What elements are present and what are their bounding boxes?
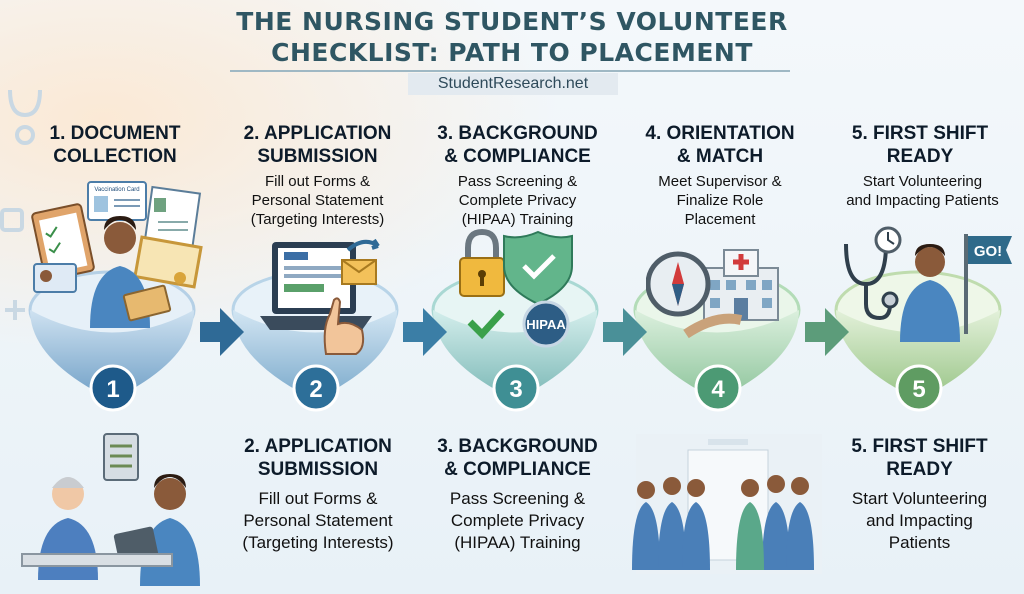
lower-step-5-desc-line-3: Patients	[888, 533, 951, 552]
go-flag-label: GO!	[973, 243, 1003, 260]
step-5-heading-line-1: 5. FIRST SHIFT	[851, 123, 989, 144]
step-4-desc-line-1: Meet Supervisor &	[658, 173, 782, 190]
lock-icon	[460, 232, 504, 296]
step-number-5: 5	[912, 376, 926, 403]
clipboard-icon	[104, 434, 138, 480]
step-5-desc-line-1: Start Volunteering	[862, 173, 983, 190]
document-collection-illustration	[30, 178, 205, 343]
step-3-description	[425, 172, 610, 229]
step-5-description	[825, 172, 1020, 210]
step-number-badges	[91, 366, 941, 410]
title-divider	[230, 70, 790, 72]
step-4-description	[625, 172, 815, 229]
lower-step-2-description	[218, 488, 418, 554]
lower-step-3-desc-line-2: Complete Privacy	[450, 511, 585, 530]
step-number-1: 1	[106, 376, 120, 403]
step-5-desc-line-2: and Impacting Patients	[846, 192, 999, 209]
step-2-description	[225, 172, 410, 229]
lower-step-3-heading-line-2: & COMPLIANCE	[444, 459, 591, 480]
lower-step-2-desc-line-2: Personal Statement	[243, 511, 393, 530]
lower-step-3-desc-line-3: (HIPAA) Training	[454, 533, 581, 552]
step-3-heading-line-2: & COMPLIANCE	[444, 146, 591, 167]
id-card-icon	[34, 264, 76, 292]
step-5-heading	[820, 122, 1020, 168]
site-badge: StudentResearch.net	[408, 73, 618, 95]
compliance-illustration	[456, 228, 586, 348]
step-1-heading-line-2: COLLECTION	[53, 146, 177, 167]
stethoscope-icon	[846, 244, 897, 318]
shield-check-icon	[504, 232, 572, 304]
step-4-heading-line-1: 4. ORIENTATION	[645, 123, 795, 144]
lower-step-5-heading-line-2: READY	[886, 459, 953, 480]
step-1-heading-line-1: 1. DOCUMENT	[49, 123, 181, 144]
step-3-desc-line-2: Complete Privacy	[458, 192, 577, 209]
step-4-heading	[620, 122, 820, 168]
lower-step-5-desc-line-2: and Impacting	[866, 511, 973, 530]
title-line-1: THE NURSING STUDENT’S VOLUNTEER	[236, 7, 788, 36]
hospital-building-icon	[704, 250, 778, 320]
lower-step-3-description	[420, 488, 615, 554]
step-2-desc-line-3: (Targeting Interests)	[250, 211, 385, 228]
lower-step-3-desc-line-1: Pass Screening &	[449, 489, 586, 508]
step-3-desc-line-1: Pass Screening &	[457, 173, 578, 190]
student-nurse-avatar	[113, 474, 200, 586]
lower-step-5-desc-line-1: Start Volunteering	[851, 489, 988, 508]
nurses-desk-illustration	[18, 430, 218, 592]
step-3-heading	[420, 122, 615, 168]
vaccination-card-icon	[88, 182, 146, 220]
nurse-avatar	[900, 244, 960, 342]
lower-step-5-description	[822, 488, 1017, 554]
step-4-desc-line-3: Placement	[684, 211, 756, 228]
lower-step-3-heading-line-1: 3. BACKGROUND	[437, 436, 598, 457]
first-shift-illustration	[838, 224, 1018, 344]
hallway-team-illustration	[628, 430, 828, 580]
step-2-heading-line-1: 2. APPLICATION	[243, 123, 392, 144]
lower-step-3-heading	[420, 435, 615, 481]
hipaa-label: HIPAA	[526, 317, 566, 332]
step-number-3: 3	[509, 376, 523, 403]
step-4-desc-line-2: Finalize Role	[676, 192, 764, 209]
compass-icon	[648, 254, 708, 314]
application-illustration	[256, 236, 386, 356]
step-3-desc-line-3: (HIPAA) Training	[461, 211, 574, 228]
step-1-heading	[15, 122, 215, 168]
go-flag-icon	[966, 234, 1012, 334]
step-2-desc-line-1: Fill out Forms &	[264, 173, 370, 190]
diploma-icon	[135, 237, 201, 287]
step-2-heading-line-2: SUBMISSION	[257, 146, 378, 167]
lower-step-2-heading	[218, 435, 418, 481]
step-2-desc-line-2: Personal Statement	[251, 192, 384, 209]
clock-icon	[876, 228, 900, 252]
step-3-heading-line-1: 3. BACKGROUND	[437, 123, 598, 144]
lower-step-2-heading-line-2: SUBMISSION	[257, 459, 379, 480]
hipaa-badge-icon	[524, 302, 568, 346]
step-number-4: 4	[711, 376, 725, 403]
lower-step-2-heading-line-1: 2. APPLICATION	[244, 436, 392, 457]
page-title	[0, 6, 1024, 68]
vaccination-card-label: Vaccination Card	[94, 187, 140, 193]
step-4-heading-line-2: & MATCH	[676, 146, 764, 167]
title-line-2: CHECKLIST: PATH TO PLACEMENT	[271, 38, 753, 67]
lower-step-5-heading-line-1: 5. FIRST SHIFT	[851, 436, 988, 457]
lower-step-2-desc-line-1: Fill out Forms &	[258, 489, 378, 508]
orientation-illustration	[646, 240, 786, 340]
step-2-heading	[220, 122, 415, 168]
step-number-2: 2	[309, 376, 323, 403]
checkmark-icon	[470, 312, 502, 334]
lower-step-5-heading	[822, 435, 1017, 481]
laptop-icon	[260, 242, 372, 330]
lower-step-2-desc-line-3: (Targeting Interests)	[242, 533, 394, 552]
step-5-heading-line-2: READY	[886, 146, 954, 167]
